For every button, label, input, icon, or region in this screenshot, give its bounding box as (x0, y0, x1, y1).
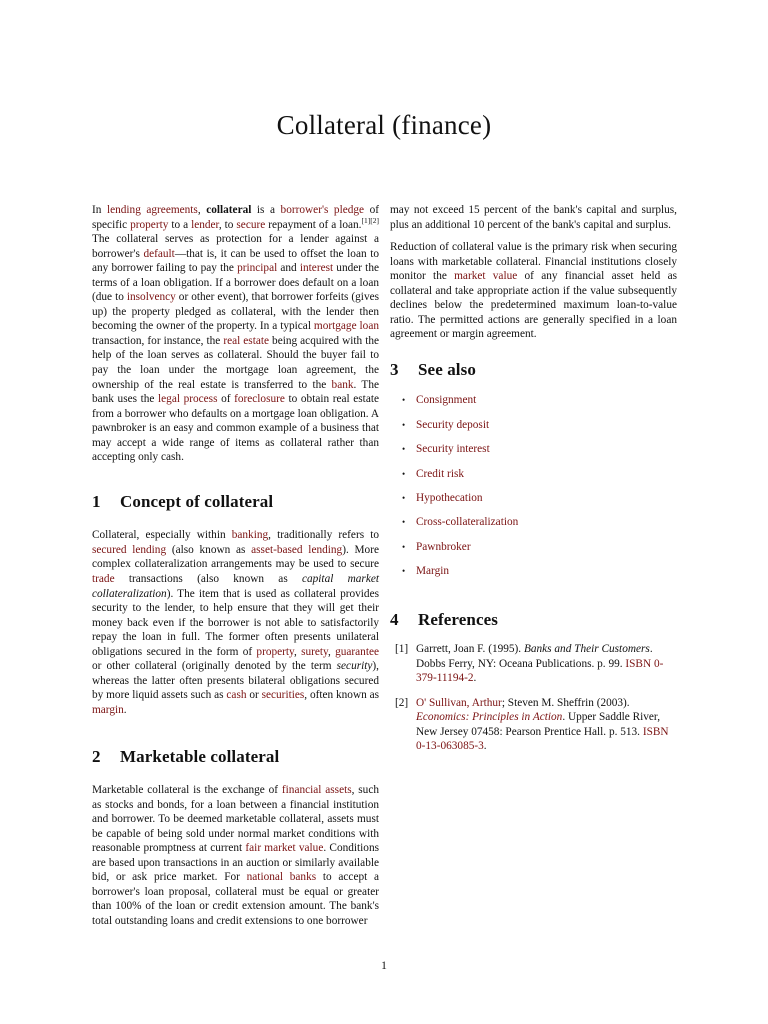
text: to obtain real estate from a borrower who defaults on a mortgage loan obligation. A pawnbroker is an easy and common example of a business that may accept a wide range of items as collateral rather than accepting only cash. (92, 393, 379, 464)
section-number: 3 (390, 359, 399, 379)
text: Marketable collateral is the exchange of (92, 784, 282, 797)
bullet-icon: • (402, 468, 406, 479)
link-secure[interactable]: secure (236, 218, 266, 231)
bullet-icon: • (402, 444, 406, 455)
bullet-icon: • (402, 566, 406, 577)
section-heading-marketable (92, 746, 379, 766)
link-secured-lending[interactable]: secured lending (92, 543, 167, 556)
see-also-item (390, 393, 677, 417)
text: or (246, 689, 262, 702)
link-interest[interactable]: interest (299, 262, 334, 275)
link-mortgage-loan[interactable]: mortgage loan (313, 320, 379, 333)
text: under the terms of a loan obligation. If a borrower does default on a loan (due to (92, 262, 379, 304)
link-isbn[interactable]: ISBN 0-379-11194-2 (416, 657, 664, 685)
text: to accept a borrower's loan proposal, collateral must be equal or greater than 100% of the loan or credit extension amount. The bank's total outstanding loans and credit extensions to one borrower (92, 871, 380, 927)
see-also-item (390, 540, 677, 564)
section-title: References (418, 609, 498, 629)
references-list (390, 642, 677, 754)
link-surety[interactable]: surety (301, 645, 328, 658)
link-lending-agreements[interactable]: lending agreements (106, 204, 198, 216)
see-also-item (390, 515, 677, 539)
reduction-paragraph (390, 240, 677, 342)
see-also-item (390, 442, 677, 466)
text: . (473, 672, 477, 685)
concept-paragraph (92, 528, 379, 717)
reference-item (390, 696, 677, 754)
link-foreclosure[interactable]: foreclosure (234, 393, 285, 406)
text: may not exceed 15 percent of the bank's capital and surplus, plus an additional 10 percent of the bank's capital and surplus. (390, 204, 677, 231)
text: . Conditions are based upon transactions in an auction or similarly available bid, or ask price market. For (92, 842, 379, 884)
link-financial-assets[interactable]: financial assets (281, 784, 352, 797)
link-author[interactable]: O' Sullivan, Arthur (416, 696, 502, 709)
reference-number: [2] (395, 696, 409, 709)
link-lender[interactable]: lender (191, 218, 219, 231)
bullet-icon: • (402, 395, 406, 406)
link-real-estate[interactable]: real estate (223, 334, 270, 347)
link-pawnbroker[interactable]: Pawnbroker (416, 540, 471, 553)
text: , such as stocks and bonds, for a loan between a financial institution and borrower. To be deemed marketable collateral, assets must be capable of being sold under normal market conditions with reasonable promptness at current (92, 784, 379, 855)
marketable-paragraph (92, 783, 379, 928)
text: or other event), that borrower forfeits (gives up) the property pledged as collateral, with the lender then becoming the owner of the property. In a typical (92, 291, 380, 333)
see-also-list (390, 393, 677, 588)
text: transactions (also known as (114, 573, 302, 586)
left-column (92, 203, 379, 937)
text: . The bank uses the (92, 378, 379, 406)
marketable-paragraph-continued (390, 203, 677, 232)
text: , often known as (304, 689, 380, 702)
text: ). The item that is used as collateral provides security to the lender, to help ensure that they will get their money back even if the borrower is not able to satisfactorily repay the loan in full. The former often presents unilateral obligations secured in the form of (92, 587, 379, 658)
page-number: 1 (381, 960, 387, 972)
bullet-icon: • (402, 541, 406, 552)
text: Reduction of collateral value is the primary risk when securing loans with marketable collateral. Financial institutions closely monitor the (390, 241, 677, 283)
link-hypothecation[interactable]: Hypothecation (416, 492, 483, 505)
link-property[interactable]: property (256, 645, 294, 658)
text: , to (218, 218, 237, 231)
text: of any financial asset held as collateral and take appropriate action if the value subsequently declines below the predetermined maximum loan-to-value ratio. The permitted actions are generally specified in a loan agreement or margin agreement. (390, 270, 677, 341)
link-insolvency[interactable]: insolvency (126, 291, 176, 304)
book-title: Banks and Their Customers (523, 643, 650, 656)
bullet-icon: • (402, 517, 406, 528)
link-consignment[interactable]: Consignment (416, 394, 477, 407)
text: ). More complex collateralization arrangements may be used to secure (92, 543, 379, 571)
link-national-banks[interactable]: national banks (246, 871, 317, 884)
link-guarantee[interactable]: guarantee (335, 645, 379, 658)
link-isbn[interactable]: ISBN 0-13-063085-3 (416, 725, 669, 753)
text: and (277, 262, 300, 275)
text: of specific (92, 204, 379, 231)
text: ; Steven M. Sheffrin (2003). (501, 696, 630, 709)
bullet-icon: • (402, 419, 406, 430)
section-title: Marketable collateral (120, 746, 280, 766)
section-heading-concept (92, 491, 379, 511)
link-security-deposit[interactable]: Security deposit (416, 418, 490, 431)
italic-term: capital market collateralization (92, 573, 379, 600)
text: ), whereas the latter often presents bilateral obligations secured by more liquid assets such as (92, 660, 379, 702)
section-title: Concept of collateral (120, 491, 274, 511)
link-asset-based-lending[interactable]: asset-based lending (251, 543, 343, 556)
text: transaction, for instance, the (92, 334, 224, 347)
intro-paragraph (92, 203, 379, 465)
link-market-value[interactable]: market value (454, 270, 518, 283)
text: being acquired with the help of the loan serves as collateral. Should the buyer fail to pay the loan under the mortgage loan agreement, the ownership of the real estate is transferred to the (92, 334, 380, 391)
bullet-icon: • (402, 493, 406, 504)
text: to a (168, 218, 192, 231)
citation-2[interactable]: [2] (370, 215, 379, 225)
section-number: 4 (390, 609, 399, 629)
text: Garrett, Joan F. (1995). (416, 643, 524, 656)
text: (also known as (166, 543, 252, 556)
link-trade[interactable]: trade (92, 573, 115, 586)
section-heading-references (390, 609, 677, 629)
see-also-item (390, 491, 677, 515)
text: . Dobbs Ferry, NY: Oceana Publications. p. 99. (416, 643, 653, 670)
right-column (390, 203, 677, 764)
text: , (293, 645, 302, 658)
link-borrowers-pledge[interactable]: borrower's pledge (280, 204, 365, 216)
text: . (483, 740, 487, 753)
link-securities[interactable]: securities (261, 689, 305, 702)
link-fair-market-value[interactable]: fair market value (245, 842, 324, 855)
link-bank[interactable]: bank (331, 378, 354, 391)
text: or other collateral (originally denoted by the term (92, 660, 337, 673)
text: In (92, 204, 107, 216)
reference-item (390, 642, 677, 686)
text: , (327, 645, 336, 658)
link-principal[interactable]: principal (237, 262, 278, 275)
link-cash[interactable]: cash (226, 689, 247, 702)
link-banking[interactable]: banking (231, 529, 269, 542)
page-title: Collateral (finance) (276, 110, 492, 140)
see-also-item (390, 418, 677, 442)
text: . Upper Saddle River, New Jersey 07458: Pearson Prentice Hall. p. 513. (416, 711, 661, 738)
text: , (197, 204, 207, 216)
text: . (123, 703, 127, 716)
text: , traditionally refers to (268, 529, 379, 542)
section-heading-see-also (390, 359, 677, 379)
link-book-title[interactable]: Economics: Principles in Action (416, 711, 563, 724)
link-margin[interactable]: Margin (416, 565, 450, 578)
link-margin[interactable]: margin (92, 703, 124, 716)
text: The collateral serves as protection for a lender against a borrower's (92, 233, 379, 260)
link-security-interest[interactable]: Security interest (416, 443, 490, 456)
section-number: 1 (92, 491, 101, 511)
term-collateral: collateral (206, 204, 252, 216)
reference-number: [1] (395, 643, 409, 656)
see-also-item (390, 467, 677, 491)
link-legal-process[interactable]: legal process (158, 393, 218, 406)
text: of (217, 393, 235, 406)
citation-1[interactable]: [1] (361, 215, 371, 225)
link-property[interactable]: property (130, 218, 169, 231)
text: —that is, it can be used to offset the loan to any borrower failing to pay the (92, 247, 379, 275)
link-default[interactable]: default (143, 247, 175, 260)
italic-term: security (336, 660, 373, 673)
link-cross-collateralization[interactable]: Cross-collateralization (416, 516, 519, 529)
text: Collateral, especially within (92, 529, 232, 542)
see-also-item (390, 564, 677, 588)
text: is a (251, 204, 281, 216)
section-number: 2 (92, 746, 101, 766)
text: repayment of a loan. (265, 218, 362, 231)
link-credit-risk[interactable]: Credit risk (416, 467, 465, 480)
section-title: See also (418, 359, 476, 379)
